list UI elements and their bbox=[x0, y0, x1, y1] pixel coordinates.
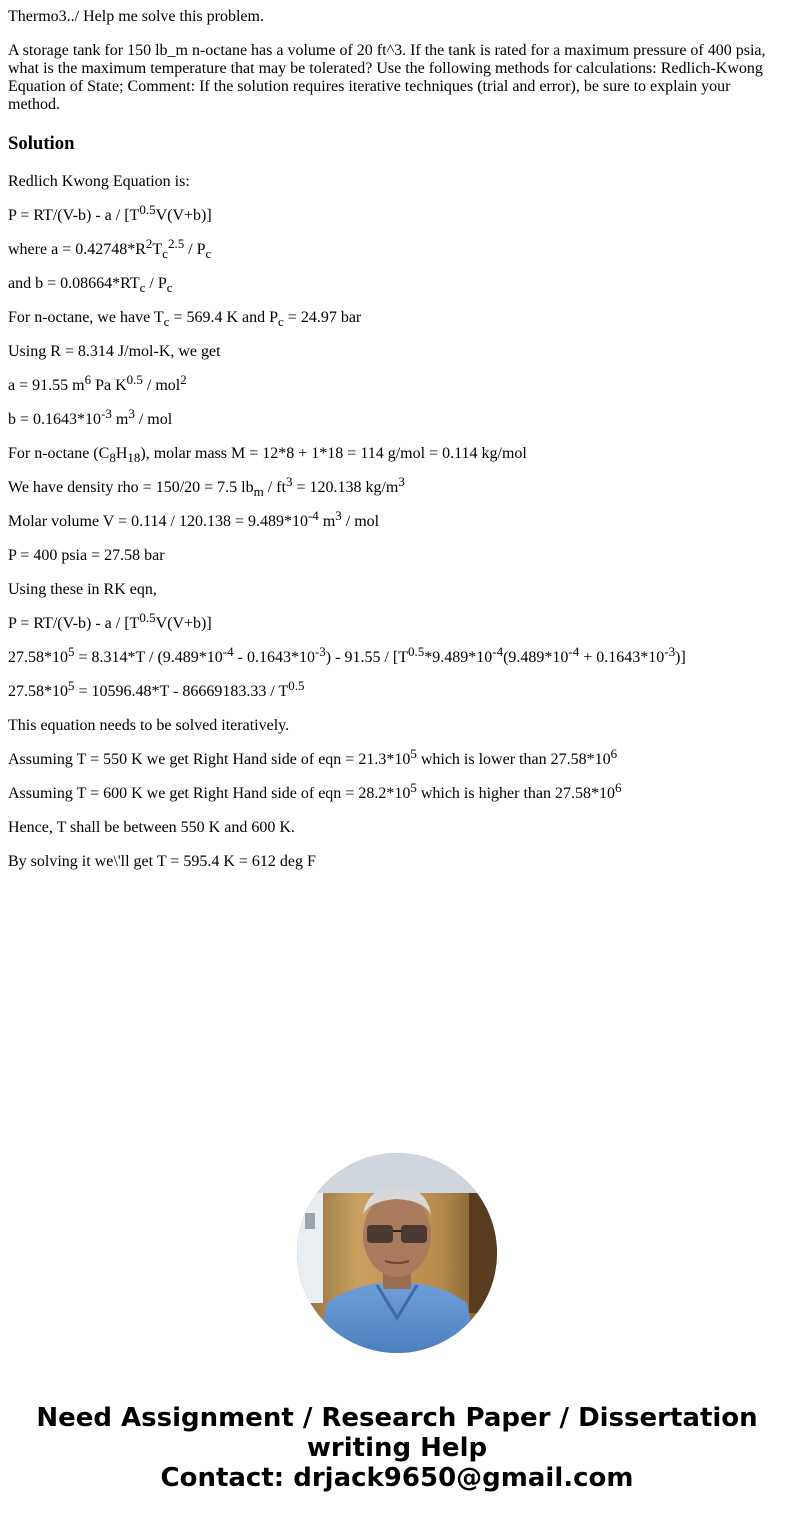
footer-line-2: writing Help bbox=[306, 1433, 488, 1463]
trial-600k: Assuming T = 600 K we get Right Hand side of eqn = $28.2*10^5$ which is higher than $27.58*10^6$ bbox=[8, 780, 622, 802]
density-line: We have density rho = 150/20 = 7.5 $lb_m / ft^3 = 120.138$ $kg/m^3$ bbox=[8, 474, 405, 499]
tutor-avatar bbox=[297, 1153, 497, 1353]
b-value-line: $b = 0.1643*10^{-3}$ $m^3$ / mol bbox=[8, 406, 173, 428]
problem-title: Thermo3../ Help me solve this problem. bbox=[8, 8, 264, 25]
octane-critical-properties: For n-octane, we have $T_c = 569.4$ K and $P_c = 24.97$ bar bbox=[8, 309, 362, 329]
problem-statement: A storage tank for 150 lb_m n-octane has a volume of 20 ft^3. If the tank is rated for a maximum pressure of 400 psia, what is the maximum temperature that may be tolerated? Use the following methods for calculations: Redlich-Kwong Equation of State; Comment: If the solution requires iterative techniques (trial and error), be sure to explain your method. bbox=[8, 42, 766, 113]
document-body bbox=[8, 8, 778, 887]
simplified-equation: $27.58*10^5 = 10596.48*T - 86669183.33 / T^{0.5}$ bbox=[8, 678, 305, 700]
final-result: By solving it we\'ll get T = 595.4 K = 612 deg F bbox=[8, 853, 316, 870]
rk-equation: $P = RT/(V-b) - a / [T^{0.5}V(V+b)]$ bbox=[8, 202, 212, 224]
pressure-line: P = 400 psia = 27.58 bar bbox=[8, 547, 165, 564]
substituted-equation: $27.58*10^5 = 8.314*T / (9.489*10^{-4} - 0.1643*10^{-3}) - 91.55 / [T^{0.5}*9.489*10^{-4}(9.489*10^{-4} + 0.1643*10^{-3})]$ bbox=[8, 644, 686, 666]
molar-mass-line: For n-octane $(C_8H_{18})$, molar mass M = 12*8 + 1*18 = 114 g/mol = 0.114 kg/mol bbox=[8, 445, 527, 465]
using-rk-line: Using these in RK eqn, bbox=[8, 581, 157, 598]
solution-heading: Solution bbox=[8, 133, 75, 154]
footer-contact: Contact: drjack9650@gmail.com bbox=[160, 1463, 634, 1493]
tutor-portrait-image bbox=[297, 1153, 497, 1353]
a-value-line: a = 91.55 $m^6$ Pa $K^{0.5} / mol^2$ bbox=[8, 372, 187, 394]
gas-constant-line: Using R = 8.314 J/mol-K, we get bbox=[8, 343, 221, 360]
trial-550k: Assuming T = 550 K we get Right Hand side of eqn = $21.3*10^5$ which is lower than $27.58*10^6$ bbox=[8, 746, 618, 768]
rk-equation-repeat: $P = RT/(V-b) - a / [T^{0.5}V(V+b)]$ bbox=[8, 610, 212, 632]
b-definition: and $b = 0.08664*RT_c / P_c$ bbox=[8, 275, 173, 295]
footer-line-1: Need Assignment / Research Paper / Dissertation bbox=[36, 1403, 758, 1433]
molar-volume-line: Molar volume $V = 0.114 / 120.138 = 9.489*10^{-4}$ $m^3$ / mol bbox=[8, 508, 380, 530]
rk-intro-line: Redlich Kwong Equation is: bbox=[8, 173, 190, 190]
promo-footer bbox=[0, 1403, 794, 1493]
iterative-note: This equation needs to be solved iteratively. bbox=[8, 717, 290, 734]
a-definition: where $a = 0.42748*R^2T_c^{2.5} / P_c$ bbox=[8, 236, 212, 261]
range-conclusion: Hence, T shall be between 550 K and 600 K. bbox=[8, 819, 295, 836]
